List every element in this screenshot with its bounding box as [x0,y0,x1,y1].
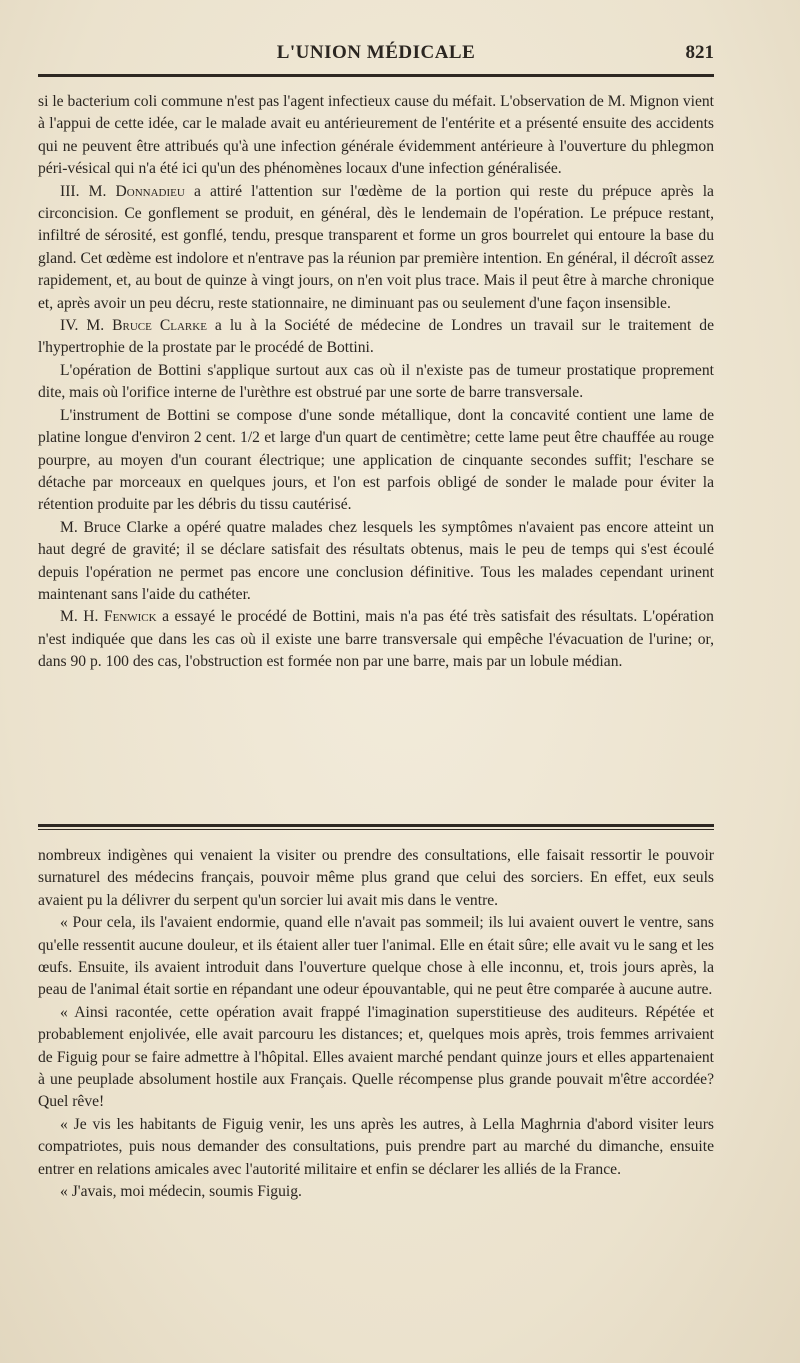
paragraph: « Je vis les habitants de Figuig venir, les uns après les autres, à Lella Maghrnia d'abord visiter leurs compatriotes, puis nous demander des consultations, puis prendre part au marché du dimanche, ensuite entrer en relations amicales avec l'autorité militaire et enfin se déclarer les alliés de la France. [38,1115,714,1178]
paragraph-donnadieu [38,181,714,315]
running-title: L'UNION MÉDICALE [276,42,476,63]
paragraph: nombreux indigènes qui venaient la visiter ou prendre des consultations, elle faisait ressortir le pouvoir surnaturel des médecins français, pouvoir même plus grand que celui des sorciers. En effet, eux seuls avaient pu la délivrer du serpent qu'un sorcier lui avait mis dans le ventre. [38,847,714,909]
section-lead: IV. M. [60,317,113,335]
paragraph-fenwick [38,606,714,673]
divider-thin-rule [38,829,714,830]
author-name: Bruce Clarke [112,317,207,335]
section-lead: M. H. [60,608,104,626]
paragraph-text: a lu à la Société de médecine de Londres un travail sur le traitement de l'hypertrophie de la prostate par le procédé de Bottini. [38,317,714,357]
page-header [38,42,714,72]
section-lead: III. M. [60,182,116,200]
upper-article [38,91,714,674]
paragraph: L'opération de Bottini s'applique surtout aux cas où il n'existe pas de tumeur prostatique proprement dite, mais où l'orifice interne de l'urèthre est obstrué par une sorte de barre transversale. [38,361,714,402]
paragraph: « Pour cela, ils l'avaient endormie, quand elle n'avait pas sommeil; ils lui avaient ouvert le ventre, sans qu'elle ressentit aucune douleur, et ils étaient aller tuer l'animal. Elle en était sûre; elle avait vu le sang et les œufs. Ensuite, ils avaient introduit dans l'ouverture quelque chose à elle inconnu, et, trois jours après, la peau de l'animal était sortie en répandant une odeur épouvantable, qui ne peut être comparée à aucune autre. [38,914,714,999]
paragraph-text: a essayé le procédé de Bottini, mais n'a pas été très satisfait des résultats. L'opération n'est indiquée que dans les cas où il existe une barre transversale qui empêche l'évacuation de l'urine; or, dans 90 p. 100 des cas, l'obstruction est formée non par une barre, mais par un lobule médian. [38,608,714,671]
paragraph: M. Bruce Clarke a opéré quatre malades chez lesquels les symptômes n'avaient pas encore atteint un haut degré de gravité; il se déclare satisfait des résultats obtenus, mais le peu de temps qui s'est écoulé depuis l'opération ne permet pas encore une conclusion définitive. Tous les malades cependant urinent maintenant sans l'aide du cathéter. [38,518,714,603]
paragraph-text: a attiré l'attention sur l'œdème de la portion qui reste du prépuce après la circoncision. Ce gonflement se produit, en général, dès le lendemain de l'opération. Le prépuce restant, infiltré de sérosité, est gonflé, tendu, presque transparent et forme un gros bourrelet qui entoure la base du gland. Cet œdème est indolore et n'entrave pas la réunion par première intention. En général, il décroît assez rapidement, et, au bout de quinze à vingt jours, on n'en voit plus trace. Mais il peut être à marche chronique et, après avoir un peu décru, reste stationnaire, ne diminuant pas ou seulement d'une façon insensible. [38,182,714,312]
feuilleton [38,845,714,1204]
paragraph: « Ainsi racontée, cette opération avait frappé l'imagination superstitieuse des auditeurs. Répétée et probablement enjolivée, elle avait parcouru les distances; et, quelques mois après, trois femmes arrivaient de Figuig pour se faire admettre à l'hôpital. Elles avaient marché pendant quinze jours et elles appartenaient à une peuplade absolument hostile aux Français. Quelle récompense plus grande pouvait m'être accordée? Quel rêve! [38,1003,714,1111]
paragraph-bruce-clarke [38,315,714,360]
paragraph: L'instrument de Bottini se compose d'une sonde métallique, dont la concavité contient une lame de platine longue d'environ 2 cent. 1/2 et large d'un quart de centimètre; cette lame peut être chauffée au rouge pourpre, au moyen d'un courant électrique; une application de cinquante secondes suffit; l'eschare se détache par morceaux en quelques jours, et l'on est parfois obligé de sonder le malade pour éviter la rétention produite par les débris du tissu cautérisé. [38,406,714,514]
paragraph: si le bacterium coli commune n'est pas l'agent infectieux cause du méfait. L'observation de M. Mignon vient à l'appui de cette idée, car le malade avait eu antérieurement de l'entérite et a présenté ensuite des accidents qui ne peuvent être attribués qu'à une infection générale évidemment antérieure à l'ouverture du phlegmon péri-vésical qui n'a été ici qu'un des phénomènes locaux d'une infection généralisée. [38,93,714,178]
page-number: 821 [685,42,714,63]
divider-thick-rule [38,824,714,827]
author-name: Donnadieu [115,182,185,200]
paragraph: « J'avais, moi médecin, soumis Figuig. [60,1183,302,1201]
author-name: Fenwick [103,608,157,626]
section-divider [38,824,714,832]
header-rule [38,74,714,77]
